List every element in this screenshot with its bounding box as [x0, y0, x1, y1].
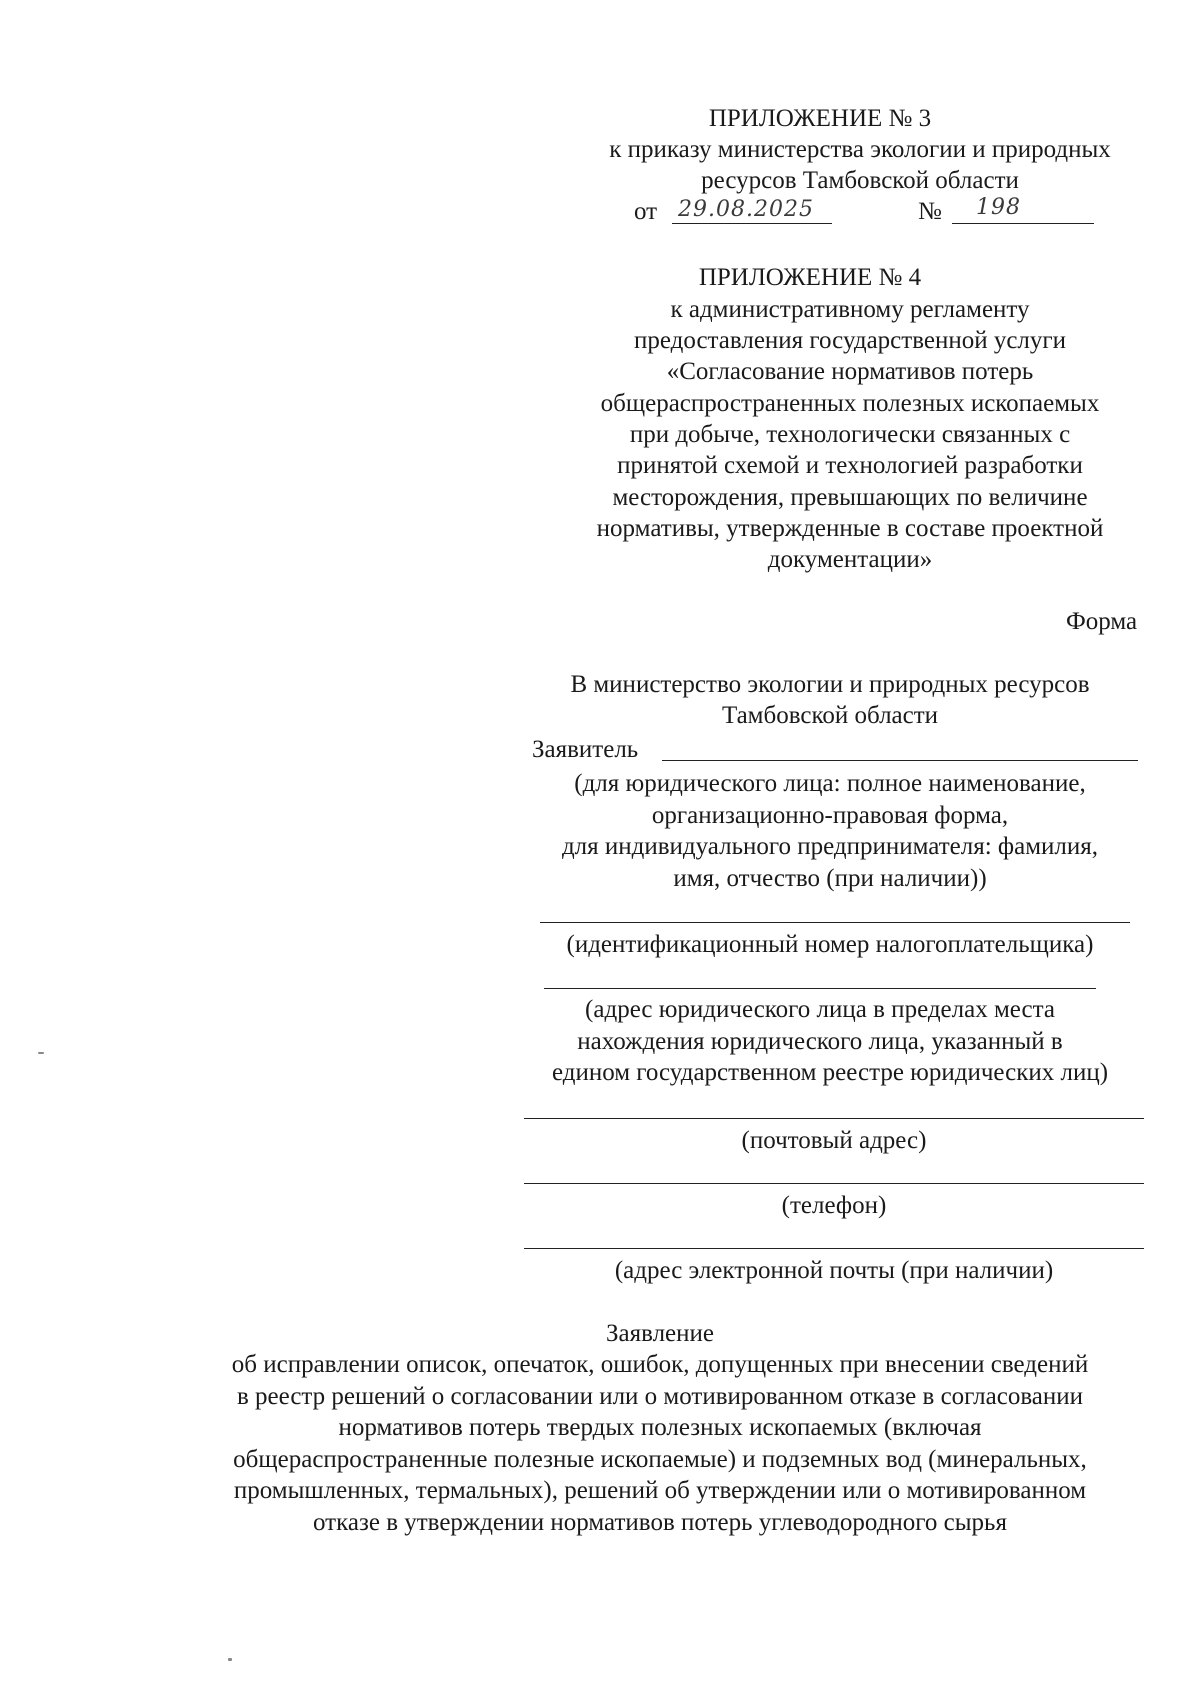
- applicant-name-field[interactable]: [662, 760, 1138, 761]
- regulation-annex-line-1: к административному регламенту: [670, 296, 1030, 323]
- statement-line-3: нормативов потерь твердых полезных ископаемых (включая: [338, 1414, 982, 1441]
- applicant-name-hint-4: имя, отчество (при наличии)): [673, 865, 987, 892]
- form-label: Форма: [1066, 608, 1138, 635]
- applicant-postal-hint: (почтовый адрес): [741, 1127, 927, 1154]
- regulation-annex-line-7: месторождения, превышающих по величине: [612, 484, 1088, 511]
- addressee-line-2: Тамбовской области: [721, 702, 939, 729]
- regulation-annex-line-4: общераспространенных полезных ископаемых: [600, 390, 1100, 417]
- order-date-prefix: от: [634, 198, 658, 225]
- applicant-inn-field[interactable]: [540, 922, 1130, 923]
- applicant-email-field[interactable]: [524, 1248, 1144, 1249]
- order-annex-line-2: ресурсов Тамбовской области: [701, 167, 1019, 194]
- applicant-name-hint-3: для индивидуального предпринимателя: фамилия,: [561, 833, 1099, 860]
- addressee-line-1: В министерство экологии и природных ресурсов: [570, 671, 1090, 698]
- regulation-annex-title: ПРИЛОЖЕНИЕ № 4: [698, 264, 922, 291]
- order-number-handwritten: 198: [976, 195, 1021, 220]
- applicant-postal-field[interactable]: [524, 1118, 1144, 1119]
- statement-title: Заявление: [605, 1320, 715, 1347]
- applicant-address-hint-1: (адрес юридического лица в пределах места: [585, 996, 1055, 1023]
- regulation-annex-line-2: предоставления государственной услуги: [633, 327, 1067, 354]
- regulation-annex-line-6: принятой схемой и технологией разработки: [617, 452, 1083, 479]
- applicant-label: Заявитель: [532, 736, 639, 763]
- regulation-annex-line-9: документации»: [767, 546, 933, 573]
- scan-speck: [38, 1052, 44, 1054]
- applicant-address-hint-2: нахождения юридического лица, указанный в: [577, 1028, 1063, 1055]
- regulation-annex-line-3: «Согласование нормативов потерь: [666, 358, 1034, 385]
- applicant-name-hint-2: организационно-правовая форма,: [651, 802, 1009, 829]
- applicant-address-hint-3: едином государственном реестре юридических лиц): [551, 1059, 1109, 1086]
- statement-line-1: об исправлении описок, опечаток, ошибок, допущенных при внесении сведений: [231, 1351, 1089, 1378]
- applicant-address-field[interactable]: [544, 988, 1096, 989]
- regulation-annex-line-8: нормативы, утвержденные в составе проектной: [596, 515, 1104, 542]
- order-date-handwritten: 29.08.2025: [678, 197, 814, 222]
- applicant-email-hint: (адрес электронной почты (при наличии): [614, 1257, 1054, 1284]
- statement-line-2: в реестр решений о согласовании или о мотивированном отказе в согласовании: [236, 1383, 1084, 1410]
- applicant-name-hint-1: (для юридического лица: полное наименование,: [574, 770, 1086, 797]
- statement-line-4: общераспространенные полезные ископаемые) и подземных вод (минеральных,: [233, 1446, 1087, 1473]
- statement-line-5: промышленных, термальных), решений об утверждении или о мотивированном: [233, 1477, 1087, 1504]
- order-number-prefix: №: [918, 198, 942, 225]
- applicant-inn-hint: (идентификационный номер налогоплательщика): [566, 931, 1094, 958]
- regulation-annex-line-5: при добыче, технологически связанных с: [629, 421, 1071, 448]
- order-annex-title: ПРИЛОЖЕНИЕ № 3: [708, 105, 932, 132]
- applicant-phone-field[interactable]: [524, 1183, 1144, 1184]
- applicant-phone-hint: (телефон): [781, 1192, 887, 1219]
- statement-line-6: отказе в утверждении нормативов потерь углеводородного сырья: [313, 1509, 1007, 1536]
- order-annex-line-1: к приказу министерства экологии и природных: [609, 136, 1111, 163]
- order-number-underline: [952, 223, 1094, 224]
- scan-speck: [228, 1658, 232, 1661]
